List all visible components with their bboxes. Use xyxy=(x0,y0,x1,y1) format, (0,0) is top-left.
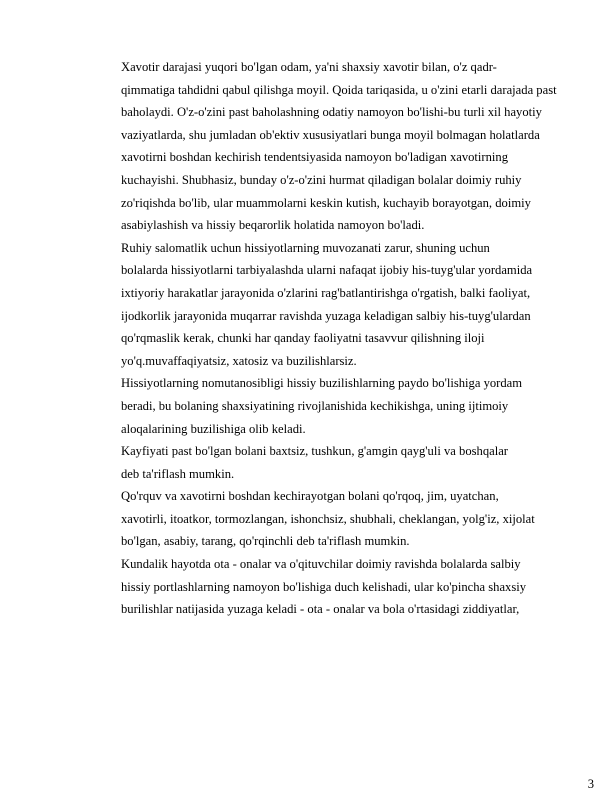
text-line: Qo'rquv va xavotirni boshdan kechirayotgan bolani qo'rqoq, jim, uyatchan, xyxy=(121,489,499,504)
text-line: deb ta'riflash mumkin. xyxy=(121,466,235,481)
text-line: bolalarda hissiyotlarni tarbiyalashda ularni nafaqat ijobiy his-tuyg'ular yordamida xyxy=(121,263,533,278)
text-line: asabiylashish va hissiy beqarorlik holatida namoyon bo'ladi. xyxy=(121,218,425,233)
paragraph-daily-life xyxy=(85,553,571,621)
text-line: Hissiyotlarning nomutanosibligi hissiy buzilishlarning paydo bo'lishiga yordam xyxy=(121,376,523,391)
paragraph-low-mood xyxy=(85,440,571,485)
text-line: xavotirli, itoatkor, tormozlangan, ishonchsiz, shubhali, cheklangan, yolg'iz, xijolat xyxy=(121,511,535,526)
paragraph-fear-anxiety xyxy=(85,485,571,553)
paragraph-emotional-balance xyxy=(85,237,571,373)
text-line: burilishlar natijasida yuzaga keladi - ota - onalar va bola o'rtasidagi ziddiyatlar, xyxy=(121,602,520,617)
text-line: beradi, bu bolaning shaxsiyatining rivojlanishida kechikishga, uning ijtimoiy xyxy=(121,398,509,413)
paragraph-self-esteem-anxiety xyxy=(85,56,571,237)
text-line: vaziyatlarda, shu jumladan ob'ektiv xususiyatlari bunga moyil bolmagan holatlarda xyxy=(121,127,540,142)
text-line: zo'riqishda bo'lib, ular muammolarni keskin kutish, kuchayib borayotgan, doimiy xyxy=(121,195,531,210)
text-line: ixtiyoriy harakatlar jarayonida o'zlarini rag'batlantirishga o'rgatish, balki faoliyat, xyxy=(121,285,531,300)
paragraph-emotional-imbalance xyxy=(85,372,571,440)
text-line: xavotirni boshdan kechirish tendentsiyasida namoyon bo'ladigan xavotirning xyxy=(121,150,508,165)
text-line: Ruhiy salomatlik uchun hissiyotlarning muvozanati zarur, shuning uchun xyxy=(121,240,490,255)
text-line: Kayfiyati past bo'lgan bolani baxtsiz, tushkun, g'amgin qayg'uli va boshqalar xyxy=(121,444,508,459)
text-line: hissiy portlashlarning namoyon bo'lishiga duch kelishadi, ular ko'pincha shaxsiy xyxy=(121,579,527,594)
text-line: yo'q.muvaffaqiyatsiz, xatosiz va buzilishlarsiz. xyxy=(121,353,357,368)
text-line: bo'lgan, asabiy, tarang, qo'rqinchli deb ta'riflash mumkin. xyxy=(121,534,410,549)
text-line: ijodkorlik jarayonida muqarrar ravishda yuzaga keladigan salbiy his-tuyg'ulardan xyxy=(121,308,531,323)
page-number: 3 xyxy=(587,777,594,791)
text-line: aloqalarining buzilishiga olib keladi. xyxy=(121,421,306,436)
text-line: qimmatiga tahdidni qabul qilishga moyil. Qoida tariqasida, u o'zini etarli darajada past xyxy=(121,82,557,97)
text-line: qo'rqmaslik kerak, chunki har qanday faoliyatni tasavvur qilishning iloji xyxy=(121,331,485,346)
text-line: Xavotir darajasi yuqori bo'lgan odam, ya'ni shaxsiy xavotir bilan, o'z qadr- xyxy=(121,60,497,74)
document-body xyxy=(85,56,571,621)
text-line: Kundalik hayotda ota - onalar va o'qituvchilar doimiy ravishda bolalarda salbiy xyxy=(121,557,521,572)
text-line: kuchayishi. Shubhasiz, bunday o'z-o'zini hurmat qiladigan bolalar doimiy ruhiy xyxy=(121,172,522,187)
text-line: baholaydi. O'z-o'zini past baholashning odatiy namoyon bo'lishi-bu turli xil hayotiy xyxy=(121,105,542,120)
